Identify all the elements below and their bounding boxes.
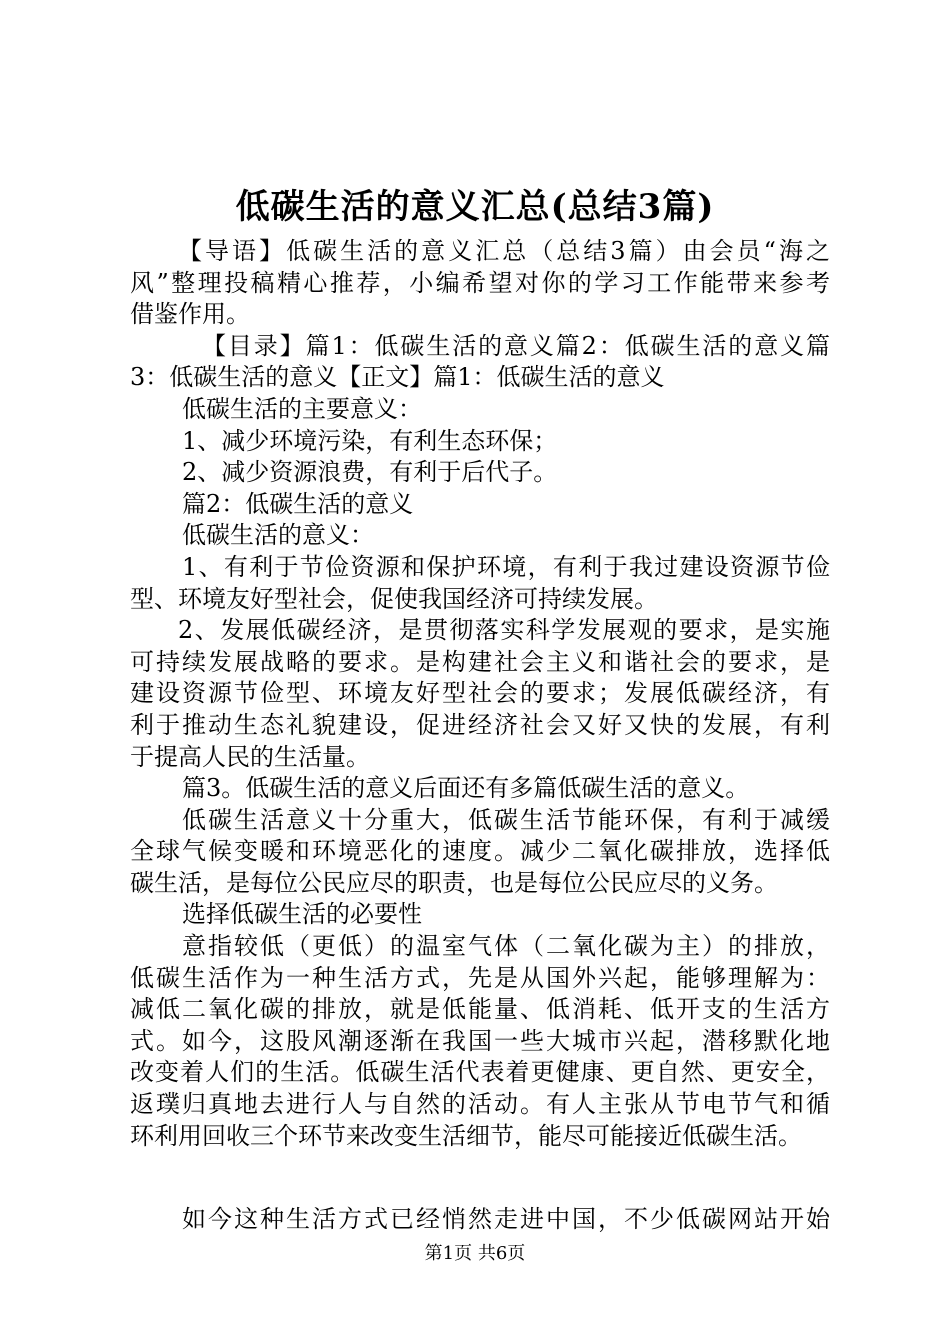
- paragraph-line: 式。如今，这股风潮逐渐在我国一些大城市兴起，潜移默化地: [130, 1026, 830, 1055]
- paragraph-line: 利于推动生态礼貌建设，促进经济社会又好又快的发展，有利: [130, 710, 830, 739]
- paragraph-gap: [130, 1152, 830, 1204]
- page-footer: 第1页 共6页: [424, 1243, 526, 1264]
- document-title: 低碳生活的意义汇总(总结3篇): [235, 187, 715, 227]
- paragraph-line: 改变着人们的生活。低碳生活代表着更健康、更自然、更安全，: [130, 1058, 830, 1087]
- intro-line-1: 【导语】低碳生活的意义汇总（总结3篇）由会员“海之: [178, 237, 830, 265]
- paragraph-line: 型、环境友好型社会，促使我国经济可持续发展。: [130, 584, 658, 613]
- paragraph-line: 意指较低（更低）的温室气体（二氧化碳为主）的排放，: [182, 932, 830, 961]
- document-body: [130, 236, 830, 1236]
- paragraph-line: 碳生活，是每位公民应尽的职责，也是每位公民应尽的义务。: [130, 868, 778, 897]
- section-heading: 篇2：低碳生活的意义: [182, 489, 414, 518]
- paragraph-line: 2、发展低碳经济，是贯彻落实科学发展观的要求，是实施: [178, 616, 830, 645]
- paragraph-line: 1、有利于节俭资源和保护环境，有利于我过建设资源节俭: [182, 552, 830, 581]
- paragraph-line: 低碳生活作为一种生活方式，先是从国外兴起，能够理解为：: [130, 963, 830, 992]
- section-heading: 篇3。低碳生活的意义后面还有多篇低碳生活的意义。: [182, 774, 750, 803]
- section-heading: 选择低碳生活的必要性: [182, 900, 422, 929]
- paragraph-line: 低碳生活的意义：: [182, 521, 374, 550]
- paragraph-line: 建设资源节俭型、环境友好型社会的要求；发展低碳经济，有: [130, 679, 830, 708]
- paragraph-line: 2、减少资源浪费，有利于后代子。: [182, 458, 558, 487]
- paragraph-line: 可持续发展战略的要求。是构建社会主义和谐社会的要求，是: [130, 647, 830, 676]
- toc-line-1: 【目录】篇1：低碳生活的意义篇2：低碳生活的意义篇: [202, 331, 830, 360]
- paragraph-line: 减低二氧化碳的排放，就是低能量、低消耗、低开支的生活方: [130, 995, 830, 1024]
- intro-line-2: 风”整理投稿精心推荐，小编希望对你的学习工作能带来参考: [130, 268, 830, 297]
- paragraph-line: 低碳生活意义十分重大，低碳生活节能环保，有利于减缓: [182, 805, 830, 834]
- paragraph-line: 环利用回收三个环节来改变生活细节，能尽可能接近低碳生活。: [130, 1121, 802, 1150]
- paragraph-line: 如今这种生活方式已经悄然走进中国，不少低碳网站开始: [182, 1205, 830, 1234]
- toc-line-2: 3：低碳生活的意义【正文】篇1：低碳生活的意义: [130, 363, 665, 392]
- paragraph-line: 于提高人民的生活量。: [130, 742, 370, 771]
- paragraph-line: 返璞归真地去进行人与自然的活动。有人主张从节电节气和循: [130, 1090, 830, 1119]
- paragraph-line: 全球气候变暖和环境恶化的速度。减少二氧化碳排放，选择低: [130, 837, 830, 866]
- paragraph-line: 1、减少环境污染，有利生态环保；: [182, 426, 558, 455]
- intro-line-3: 借鉴作用。: [130, 300, 250, 329]
- paragraph-line: 低碳生活的主要意义：: [182, 394, 422, 423]
